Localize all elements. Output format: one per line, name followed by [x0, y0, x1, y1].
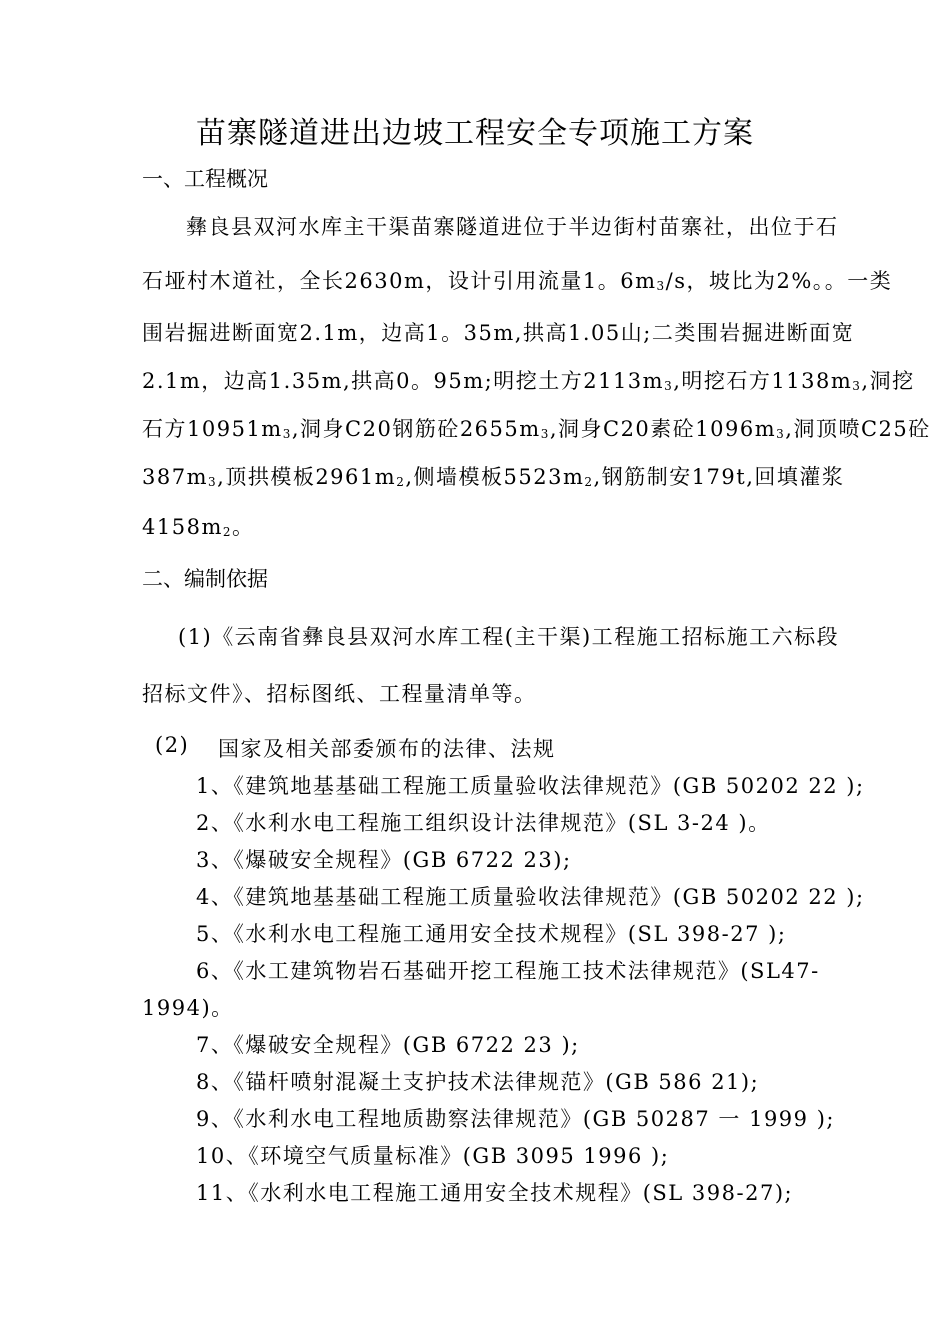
regulation-item: 7、《爆破安全规程》(GB 6722 23 );: [196, 1033, 580, 1057]
regulation-item: 2、《水利水电工程施工组织设计法律规范》(SL 3-24 )。: [196, 811, 771, 835]
regulation-item: 9、《水利水电工程地质勘察法律规范》(GB 50287 一 1999 );: [196, 1107, 835, 1131]
basis-item-2-number: (2): [155, 733, 190, 757]
basis-item-2-text: 国家及相关部委颁布的法律、法规: [218, 737, 556, 761]
regulation-item: 3、《爆破安全规程》(GB 6722 23);: [196, 848, 572, 872]
regulation-item: 8、《锚杆喷射混凝土支护技术法律规范》(GB 586 21);: [196, 1070, 760, 1094]
overview-line-1: 彝良县双河水库主干渠苗寨隧道进位于半边街村苗寨社，出位于石: [186, 215, 839, 239]
overview-line-7: $4158m_2$。: [142, 515, 255, 539]
basis-item-1-line-1: (1)《云南省彝良县双河水库工程(主干渠)工程施工招标施工六标段: [178, 625, 840, 649]
section-heading-overview: 一、工程概况: [142, 167, 268, 191]
document-title: 苗寨隧道进出边坡工程安全专项施工方案: [196, 116, 754, 151]
regulation-item: 6、《水工建筑物岩石基础开挖工程施工技术法律规范》(SL47-: [196, 959, 820, 983]
overview-line-2: 石垭村木道社，全长2630m，设计引用流量1。$6m_3/s$，坡比为2%。。一类: [142, 269, 893, 293]
regulation-item: 4、《建筑地基基础工程施工质量验收法律规范》(GB 50202 22 );: [196, 885, 865, 909]
regulation-item: 11、《水利水电工程施工通用安全技术规程》(SL 398-27);: [196, 1181, 794, 1205]
regulation-item-continuation: 1994)。: [142, 996, 234, 1020]
overview-line-4: 2.1m，边高1.35m,拱高0。95m;明挖土方$2113m_3$,明挖石方$1138m_3$,洞挖: [142, 369, 915, 393]
basis-item-1-line-2: 招标文件》、招标图纸、工程量清单等。: [142, 682, 537, 706]
overview-line-5: 石方$10951m_3$,洞身C20钢筋砼$2655m_3$,洞身C20素砼$1096m_3$,洞顶喷C25砼: [142, 417, 931, 441]
section-heading-basis: 二、编制依据: [142, 567, 268, 591]
regulation-item: 1、《建筑地基基础工程施工质量验收法律规范》(GB 50202 22 );: [196, 774, 865, 798]
regulation-item: 5、《水利水电工程施工通用安全技术规程》(SL 398-27 );: [196, 922, 787, 946]
regulation-item: 10、《环境空气质量标准》(GB 3095 1996 );: [196, 1144, 670, 1168]
overview-line-6: $387m_3$,顶拱模板$2961m_2$,侧墙模板$5523m_2$,钢筋制安179t,回填灌浆: [142, 465, 845, 489]
overview-line-3: 围岩掘进断面宽2.1m，边高1。35m,拱高1.05山;二类围岩掘进断面宽: [142, 321, 855, 345]
